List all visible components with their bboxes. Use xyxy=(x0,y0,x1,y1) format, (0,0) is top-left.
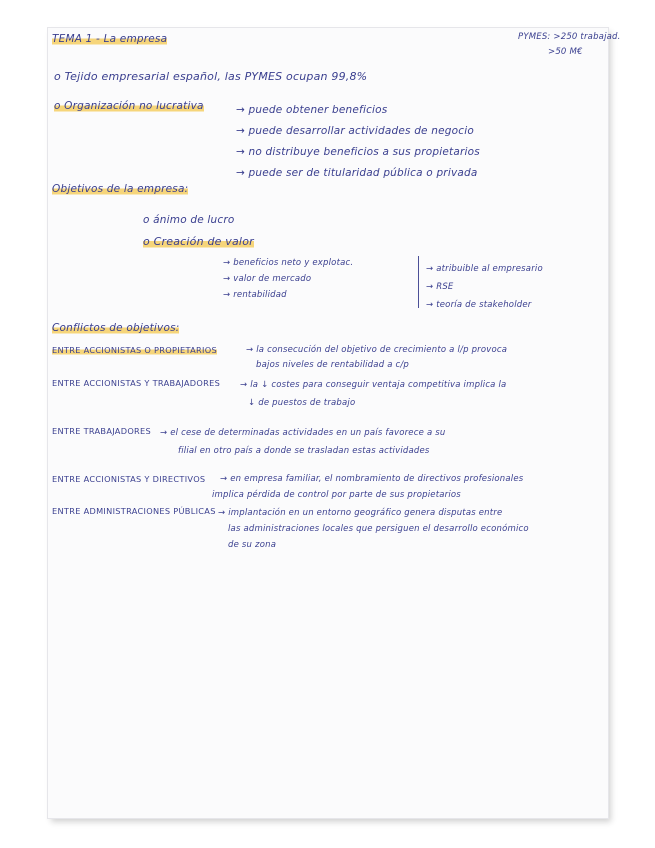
objective-value-creation: o Creación de valor xyxy=(143,235,254,248)
conflict5-text2: las administraciones locales que persiguen el desarrollo económico xyxy=(228,524,529,534)
value-stakeholder: → teoría de stakeholder xyxy=(426,300,532,310)
line-org-benefit: → puede obtener beneficios xyxy=(236,104,388,116)
conflict3-text1: → el cese de determinadas actividades en un país favorece a su xyxy=(160,428,446,438)
conflict5-label: ENTRE ADMINISTRACIONES PÚBLICAS xyxy=(52,506,216,516)
conflict4-text1: → en empresa familiar, el nombramiento de directivos profesionales xyxy=(220,474,524,484)
line-organizacion: o Organización no lucrativa xyxy=(54,100,204,112)
value-rse: → RSE xyxy=(426,282,454,292)
conflict2-label: ENTRE ACCIONISTAS Y TRABAJADORES xyxy=(52,378,221,388)
conflict1-text2: bajos niveles de rentabilidad a c/p xyxy=(256,360,410,370)
conflict4-text2: implica pérdida de control por parte de sus propietarios xyxy=(212,490,461,500)
conflict2-text1: → la ↓ costes para conseguir ventaja competitiva implica la xyxy=(240,380,507,390)
line-org-activities: → puede desarrollar actividades de negocio xyxy=(236,125,474,137)
conflict1-label: ENTRE ACCIONISTAS O PROPIETARIOS xyxy=(52,345,217,355)
value-market: → valor de mercado xyxy=(223,274,312,284)
conflict3-text2: filial en otro país a donde se trasladan estas actividades xyxy=(178,446,430,456)
conflict2-text2: ↓ de puestos de trabajo xyxy=(248,398,356,408)
page-title: TEMA 1 - La empresa xyxy=(52,33,168,45)
value-profitability: → rentabilidad xyxy=(223,290,287,300)
value-benefits: → beneficios neto y explotac. xyxy=(223,258,354,268)
conflict1-text1: → la consecución del objetivo de crecimiento a l/p provoca xyxy=(246,345,508,355)
objectives-heading: Objetivos de la empresa: xyxy=(52,183,189,195)
conflict5-text1: → implantación en un entorno geográfico genera disputas entre xyxy=(218,508,503,518)
pymes-note-line2: >50 M€ xyxy=(548,47,583,57)
notebook-page xyxy=(48,28,621,818)
value-attributable: → atribuible al empresario xyxy=(426,264,543,274)
line-org-distribution: → no distribuye beneficios a sus propietarios xyxy=(236,146,480,158)
conflict4-label: ENTRE ACCIONISTAS Y DIRECTIVOS xyxy=(52,474,206,484)
conflict3-label: ENTRE TRABAJADORES xyxy=(52,426,152,436)
line-tejido-empresarial: o Tejido empresarial español, las PYMES ocupan 99,8% xyxy=(54,70,368,83)
objective-profit: o ánimo de lucro xyxy=(143,214,235,226)
pymes-note-line1: PYMES: >250 trabajad. xyxy=(518,32,621,42)
line-org-ownership: → puede ser de titularidad pública o privada xyxy=(236,167,478,179)
conflict5-text3: de su zona xyxy=(228,540,277,550)
divider-line xyxy=(418,256,419,308)
conflicts-heading: Conflictos de objetivos: xyxy=(52,322,180,334)
